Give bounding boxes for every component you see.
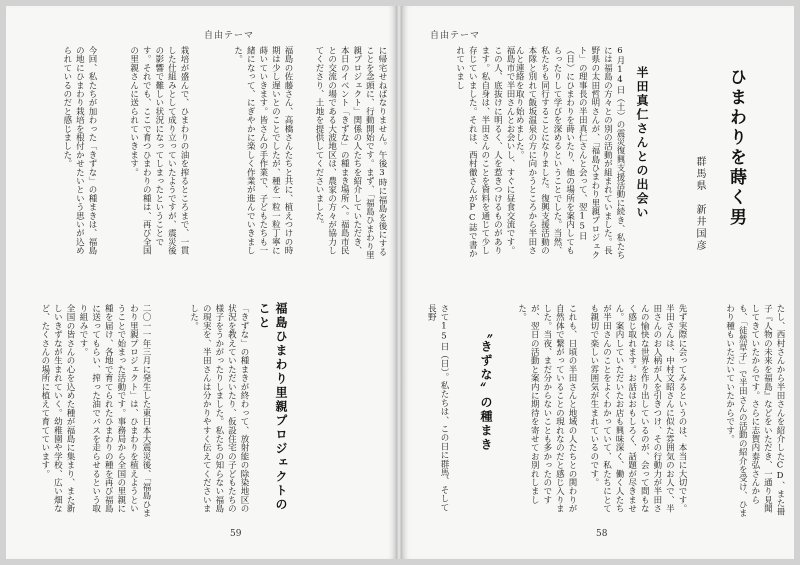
right-page [402,6,794,559]
section-heading: 半田真仁さんとの出会い [635,66,649,220]
body-text-column: 「きずな」の種まきが終わって、放射能の除染地区の状況を教えていただいたり、仮設住宅の子どもたちの様子をうかがったりしました。私たちの知らない福島の現実を、半田さんは分かりやすく伝えてくださいました。 [188,304,249,513]
left-page [6,6,396,559]
body-text-column: これも、日頃の半田さんと地域の人たちとの関わりが自然体で繋がっていることの現れなのだと感じ入りました。当夜、まだ分からないことも多かったのですが、翌日の活動と案内に期待を寄せてお別れしました。 [516,304,577,513]
body-text-column: 6月14日（土）の震災復興支援活動に続き、私たちには福島の方々との別の活動が組まれていました。長野県の太田哲明さんが、「福島ひまわり里親プロジェクト」の理事長の半田真仁さんと会って、翌15日（日）にひまわりを蒔いたり、他の場所を案内してもらったりして学びを深めるということでした。当然、私たちも同行することになりました。復興支援活動の本隊と別れて飯坂温泉の方に向かうところから半田さんと連絡を取り始めました。 [514,46,625,260]
body-text-column: 今回、私たちが加わった「きずな」の種まきは、福島の地にひまわり栽培を根付かせたいという思いが込められているのだと感じました。 [61,46,97,255]
running-head-right: 自由テーマ [430,31,481,41]
body-text-column: 福島の佐藤さん、高橋さんたちと共に、植えつけの時期は少し遅いとのことでしたが、種を一粒一粒丁寧に蒔いていきます。皆さんの手作業で、子どもたちも一緒になって、にぎやかに楽しく作業が進んでいきました。 [232,46,293,255]
body-text-column: さて15日（日）。私たちは、この日に群馬、そして長野 [426,304,449,512]
body-text-column: 栽培が盛んで、ひまわりの油を搾るところまで、一貫した仕組みとして成り立っていたようですが、震災後の影響で難しい状況になってしまったということです。それでも、ここで育つひまわりの種は、再び全国の里親さんに送られていきます。 [128,46,189,255]
body-text-column: 先ず実際に会ってみるというのは、本当に大切です。半田さんは、中村文昭さんに似た雰囲気のお人で、半田さんのお人柄が人を引きつけ、その行動力が半田さんの愉快な世界を作り出しているのが、会って間もなく感じ取れます。お話はおもしろく、話題が尽きません。案内していただいたお店も興味深く、働く人たちが半田さんのことをよくわかっていて、私たちにとても親切で楽しい雰囲気が生まれているのです。 [588,304,687,513]
body-text-column: 全国の皆さんの心を込めた種が福島に集まり、また新しいきずなが生まれていく。幼稚園や学校、広い畑など、たくさんの場所に植えて育てています。 [39,304,75,513]
running-head-left: 自由テーマ [204,31,255,41]
body-text-column: 福島市で半田さんとお会いし、すぐに昼食交流です。この人、底抜けに明るく、人を惹きつけるものがあります。私自身は、半田さんのことを資料を通じて少し存じていました。それは、西村徹さんがPC誌で書かれていまし [454,46,515,258]
body-text-column: たし、西村さんから半田さんを紹介したCD、また冊子『人物の未来を福島』などをいただき、一通り見聞してきていたからです。さらに志賀内泰弘さんからも、「徒然草子」で半田さんの活動の紹介を受け、ひまわり種もいただいていたからです。 [724,304,785,518]
section-heading: 福島ひまわり里親プロジェクトのこと [257,302,288,512]
section-heading: 〝きずな〟の種まき [479,326,493,452]
author-byline: 群馬県 新井国彦 [694,156,705,252]
body-text-column: に帰宅せねばなりません。午後3時に福島を後にすることを念頭に、行動開始です。まず、「福島ひまわり里親プロジェクト」関係の人たちを紹介していただき、本日のイベント「きずな」の種まき場所へ。福島市民との交流の場である大波地区は、農家の方々が協力してくださり、土地を提供してくださいました。 [314,46,387,260]
page-number-left: 59 [230,529,242,539]
article-title: ひまわりを蒔く男 [726,68,746,228]
body-text-column: 二〇一一年三月に発生した東日本大震災後、「福島ひまわり里親プロジェクト」は、ひまわりを植えようということで始まった活動です。事務局から全国の里親に種を届け、各地で育てられたひまわりの種を再び福島に送ってもらい、搾った油でバスを走らせるという取り組みです。 [78,304,151,518]
page-number-right: 58 [596,529,608,539]
